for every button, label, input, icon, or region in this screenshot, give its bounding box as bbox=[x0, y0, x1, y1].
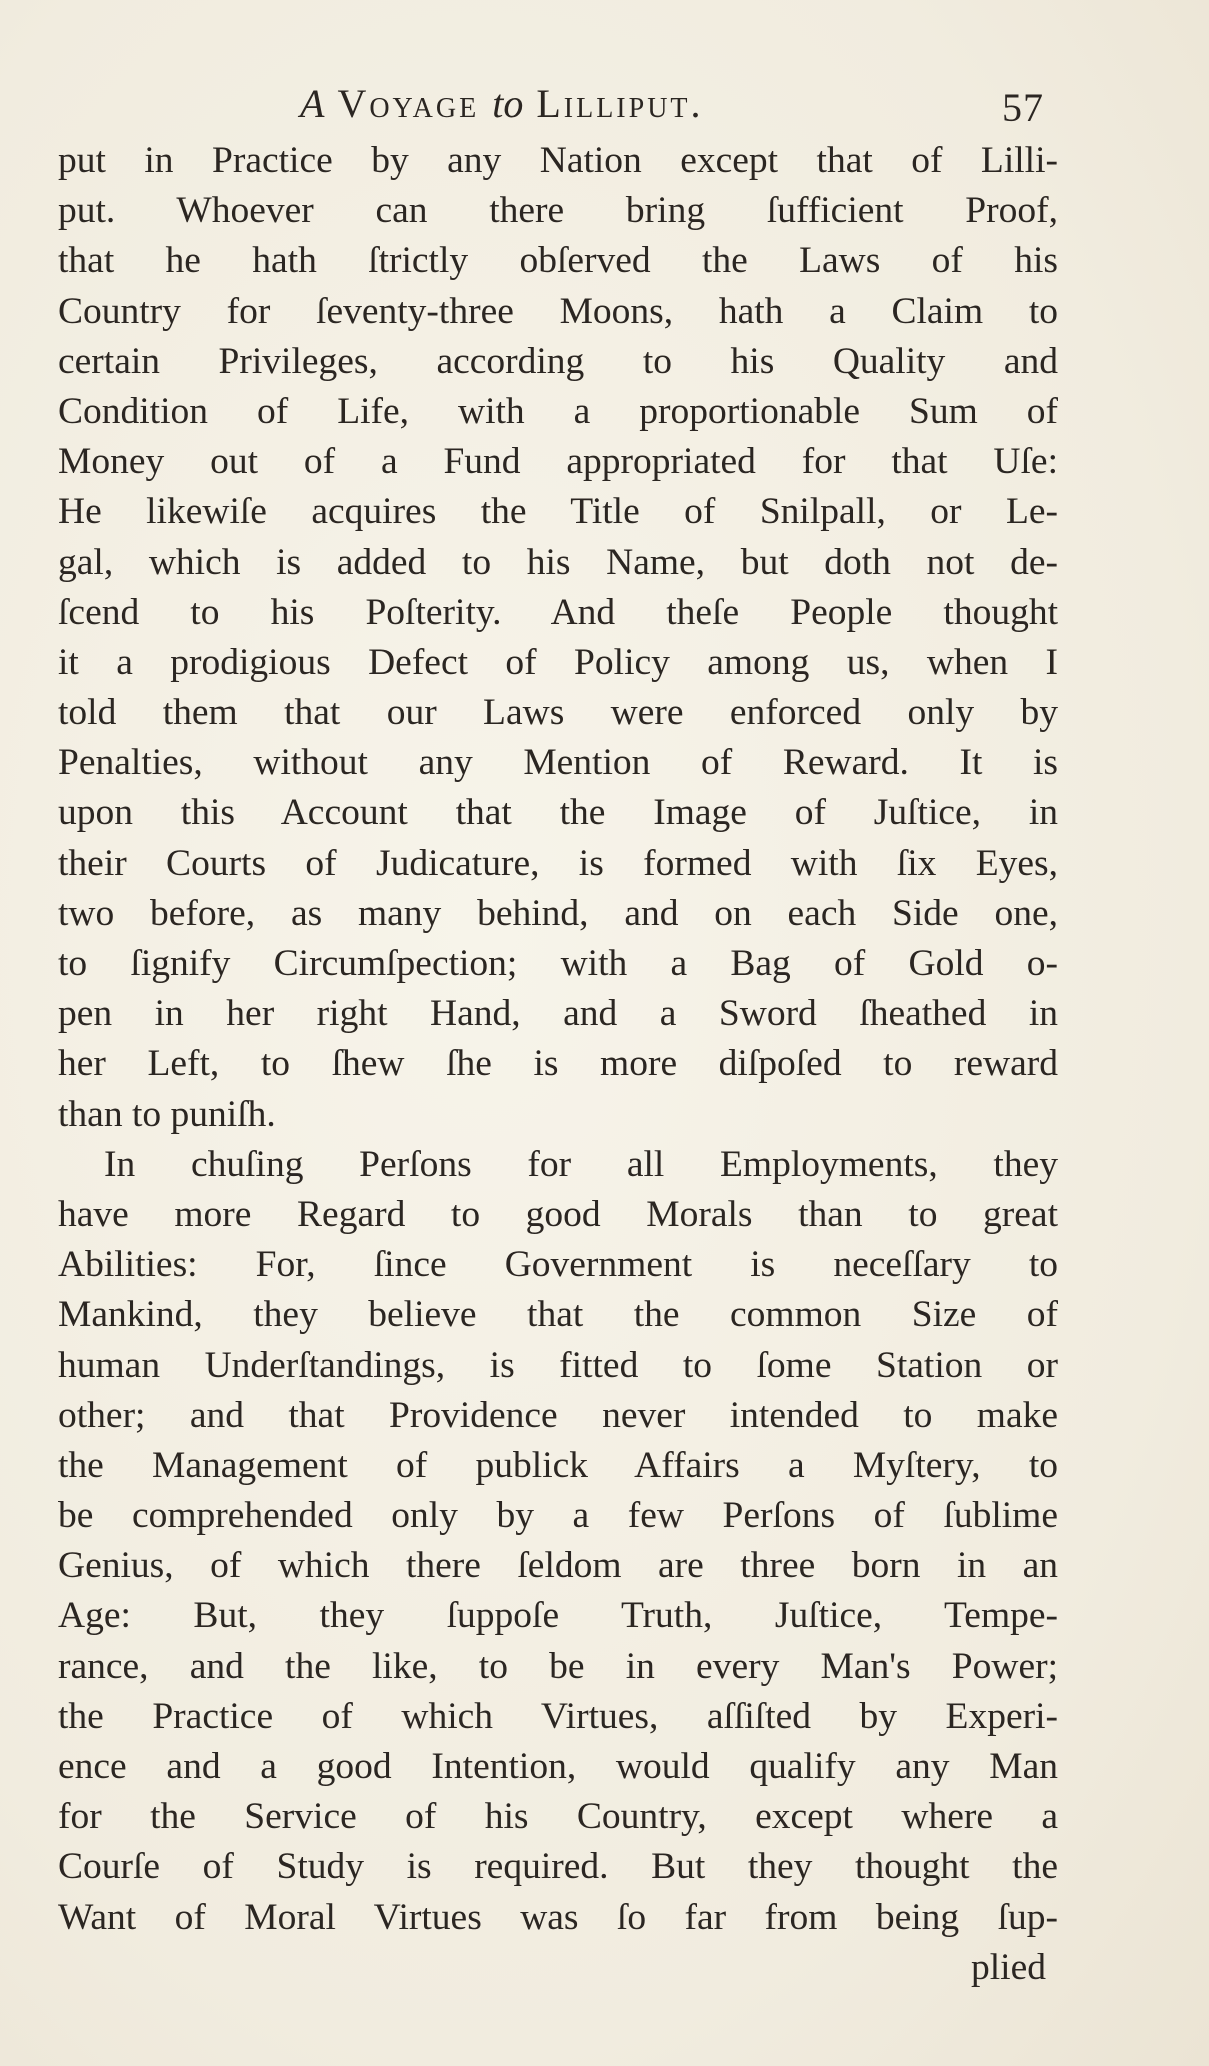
page-number: 57 bbox=[1002, 85, 1044, 130]
text-line: other; and that Providence never intended to make bbox=[58, 1394, 1058, 1436]
paragraph-end-line: than to puniſh. bbox=[58, 1093, 276, 1135]
running-head-voyage: Voyage bbox=[337, 81, 480, 126]
text-line: their Courts of Judicature, is formed with ſix Eyes, bbox=[58, 842, 1058, 884]
running-head-lilliput: Lilliput. bbox=[536, 81, 704, 126]
text-line: Want of Moral Virtues was ſo far from being ſup- bbox=[58, 1896, 1058, 1938]
text-line: Mankind, they believe that the common Size of bbox=[58, 1294, 1058, 1336]
paragraph-start-line: In chuſing Perſons for all Employments, they bbox=[104, 1143, 1058, 1185]
text-line: Money out of a Fund appropriated for that Uſe: bbox=[58, 441, 1058, 483]
text-line: two before, as many behind, and on each Side one, bbox=[58, 892, 1058, 934]
text-line: gal, which is added to his Name, but doth not de- bbox=[58, 541, 1058, 583]
text-line: the Management of publick Affairs a Myſtery, to bbox=[58, 1444, 1058, 1486]
running-head-to: to bbox=[492, 81, 524, 126]
text-line: that he hath ſtrictly obſerved the Laws of his bbox=[58, 240, 1058, 282]
text-line: to ſignify Circumſpection; with a Bag of Gold o- bbox=[58, 943, 1058, 984]
text-line: for the Service of his Country, except where a bbox=[58, 1796, 1058, 1838]
text-line: Courſe of Study is required. But they thought the bbox=[58, 1846, 1058, 1888]
text-line: pen in her right Hand, and a Sword ſheathed in bbox=[58, 993, 1058, 1035]
running-head bbox=[300, 80, 704, 127]
text-line: upon this Account that the Image of Juſtice, in bbox=[58, 792, 1058, 834]
text-line: have more Regard to good Morals than to great bbox=[58, 1193, 1058, 1235]
text-line: her Left, to ſhew ſhe is more diſpoſed to reward bbox=[58, 1043, 1058, 1085]
body-text bbox=[58, 136, 1058, 1993]
text-line: Age: But, they ſuppoſe Truth, Juſtice, Tempe- bbox=[58, 1595, 1058, 1637]
text-line: human Underſtandings, is fitted to ſome Station or bbox=[58, 1344, 1058, 1386]
catchword: plied bbox=[971, 1946, 1046, 1988]
text-line: rance, and the like, to be in every Man's Power; bbox=[58, 1645, 1058, 1687]
text-line: told them that our Laws were enforced only by bbox=[58, 692, 1058, 734]
text-line: put. Whoever can there bring ſufficient Proof, bbox=[58, 190, 1058, 232]
page-header bbox=[0, 80, 1209, 136]
text-line: Condition of Life, with a proportionable Sum of bbox=[58, 390, 1058, 432]
text-line: ence and a good Intention, would qualify any Man bbox=[58, 1746, 1058, 1787]
text-line: the Practice of which Virtues, aſſiſted by Experi- bbox=[58, 1695, 1058, 1737]
text-line: He likewiſe acquires the Title of Snilpall, or Le- bbox=[58, 491, 1058, 533]
text-line: be comprehended only by a few Perſons of ſublime bbox=[58, 1495, 1058, 1537]
text-line: Country for ſeventy-three Moons, hath a Claim to bbox=[58, 290, 1058, 332]
text-line: certain Privileges, according to his Quality and bbox=[58, 340, 1058, 382]
text-line: Abilities: For, ſince Government is neceſſary to bbox=[58, 1244, 1058, 1286]
text-line: Genius, of which there ſeldom are three born in an bbox=[58, 1545, 1058, 1587]
text-line: Penalties, without any Mention of Reward. It is bbox=[58, 742, 1058, 784]
text-line: ſcend to his Poſterity. And theſe People thought bbox=[58, 591, 1058, 633]
text-line: put in Practice by any Nation except that of Lilli- bbox=[58, 140, 1058, 181]
running-head-a: A bbox=[300, 81, 325, 126]
text-line: it a prodigious Defect of Policy among us, when I bbox=[58, 641, 1058, 683]
